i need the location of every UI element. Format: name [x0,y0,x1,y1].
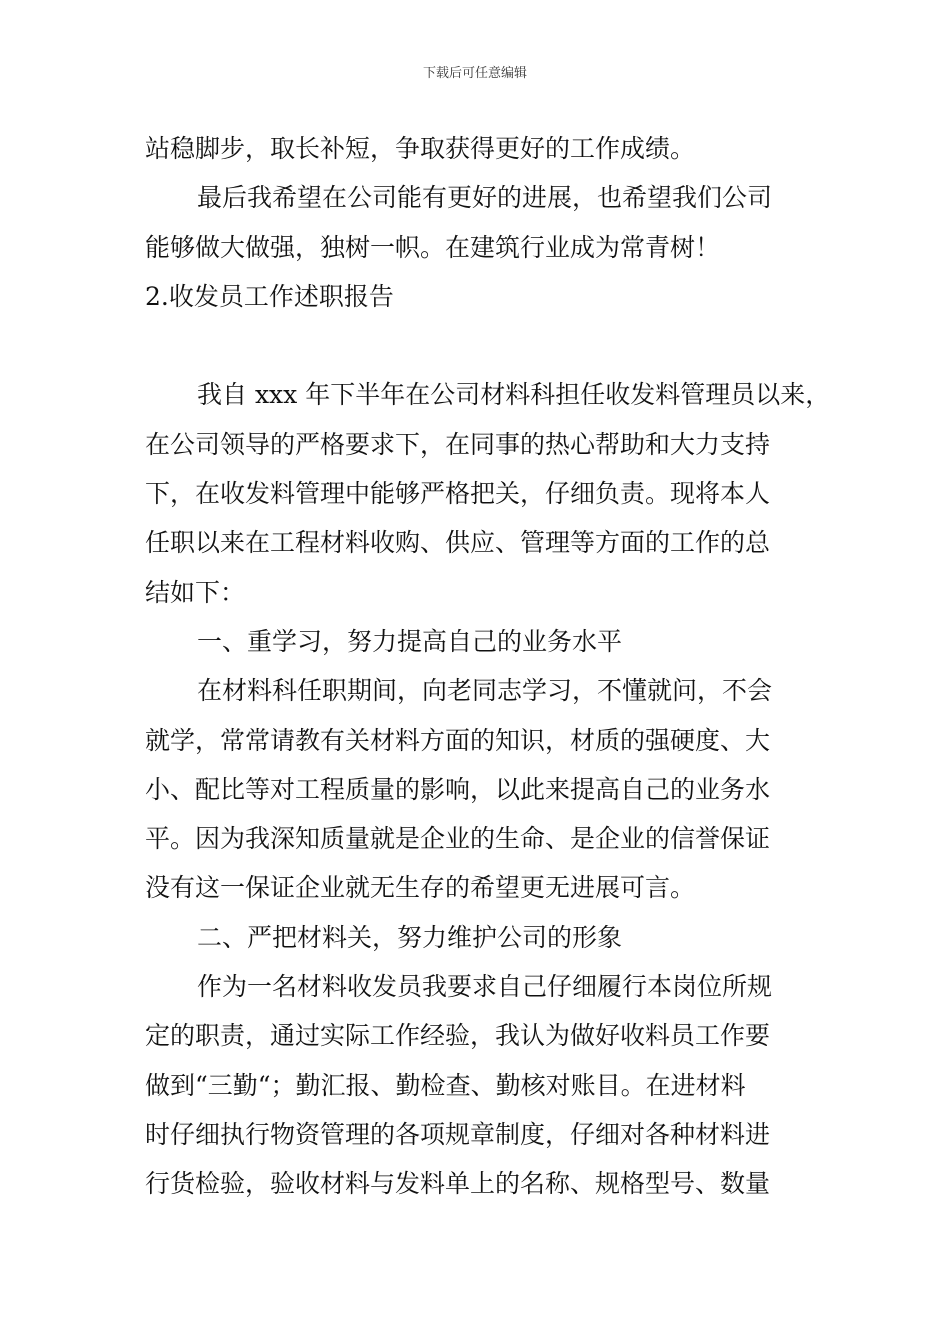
text-line: 行货检验，验收材料与发料单上的名称、规格型号、数量 [145,1169,771,1199]
text-line: 在公司领导的严格要求下，在同事的热心帮助和大力支持 [145,429,771,459]
text-line: 能够做大做强，独树一帜。在建筑行业成为常青树！ [145,232,721,262]
text-line: 平。因为我深知质量就是企业的生命、是企业的信誉保证 [145,824,771,854]
blank-line [145,321,810,370]
text-line: 下，在收发料管理中能够严格把关，仔细负责。现将本人 [145,479,771,509]
subheading: 一、重学习，努力提高自己的业务水平 [197,626,623,656]
section-heading: 2.收发员工作述职报告 [145,281,394,311]
text-line: 任职以来在工程材料收购、供应、管理等方面的工作的总 [145,528,771,558]
subheading: 二、严把材料关，努力维护公司的形象 [197,922,623,952]
text-line: 时仔细执行物资管理的各项规章制度，仔细对各种材料进 [145,1119,771,1149]
text-line: 没有这一保证企业就无生存的希望更无进展可言。 [145,873,696,903]
text-line: 作为一名材料收发员我要求自己仔细履行本岗位所规 [197,972,773,1002]
text-line: 做到“三勤“；勤汇报、勤检查、勤核对账目。在进材料 [145,1070,746,1100]
text-line: 就学，常常请教有关材料方面的知识，材质的强硬度、大 [145,725,771,755]
text-line: 站稳脚步，取长补短，争取获得更好的工作成绩。 [145,134,696,163]
document-body [145,124,831,1209]
page-header: 下载后可任意编辑 [422,66,527,81]
text-line: 定的职责，通过实际工作经验，我认为做好收料员工作要 [145,1021,771,1051]
text-line: 我自 xxx 年下半年在公司材料科担任收发料管理员以来， [197,380,831,410]
text-line: 结如下： [145,577,246,607]
text-line: 小、配比等对工程质量的影响，以此来提高自己的业务水 [145,774,771,804]
text-line: 最后我希望在公司能有更好的进展，也希望我们公司 [197,183,773,213]
text-line: 在材料科任职期间，向老同志学习，不懂就问，不会 [197,676,773,706]
